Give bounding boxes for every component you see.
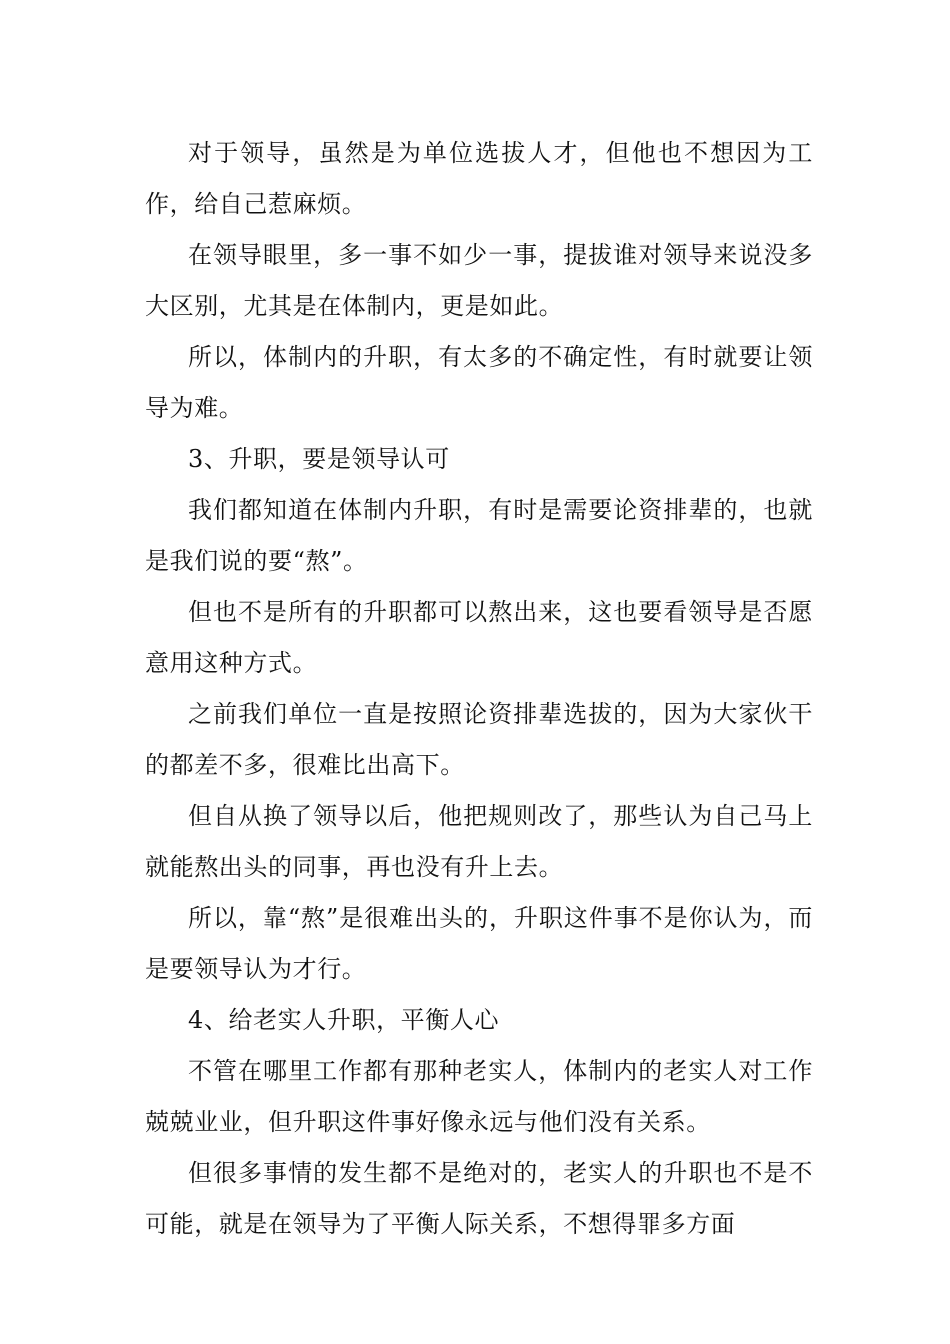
- document-body: [145, 128, 813, 1250]
- paragraph: 对于领导，虽然是为单位选拔人才，但他也不想因为工作，给自己惹麻烦。: [145, 139, 813, 218]
- paragraph: 我们都知道在体制内升职，有时是需要论资排辈的，也就是我们说的要“熬”。: [145, 496, 813, 575]
- paragraph: 所以，体制内的升职，有太多的不确定性，有时就要让领导为难。: [145, 343, 813, 422]
- paragraph: 但很多事情的发生都不是绝对的，老实人的升职也不是不可能，就是在领导为了平衡人际关系，不想得罪多方面: [145, 1159, 813, 1238]
- paragraph: 但也不是所有的升职都可以熬出来，这也要看领导是否愿意用这种方式。: [145, 598, 813, 677]
- section-heading: 4、给老实人升职，平衡人心: [188, 1006, 500, 1034]
- paragraph: 在领导眼里，多一事不如少一事，提拔谁对领导来说没多大区别，尤其是在体制内，更是如此。: [145, 241, 813, 320]
- paragraph: 不管在哪里工作都有那种老实人，体制内的老实人对工作兢兢业业，但升职这件事好像永远与他们没有关系。: [145, 1057, 813, 1136]
- paragraph: 所以，靠“熬”是很难出头的，升职这件事不是你认为，而是要领导认为才行。: [145, 904, 813, 983]
- paragraph: 但自从换了领导以后，他把规则改了，那些认为自己马上就能熬出头的同事，再也没有升上去。: [145, 802, 813, 881]
- paragraph: 之前我们单位一直是按照论资排辈选拔的，因为大家伙干的都差不多，很难比出高下。: [145, 700, 813, 779]
- section-heading: 3、升职，要是领导认可: [188, 445, 450, 473]
